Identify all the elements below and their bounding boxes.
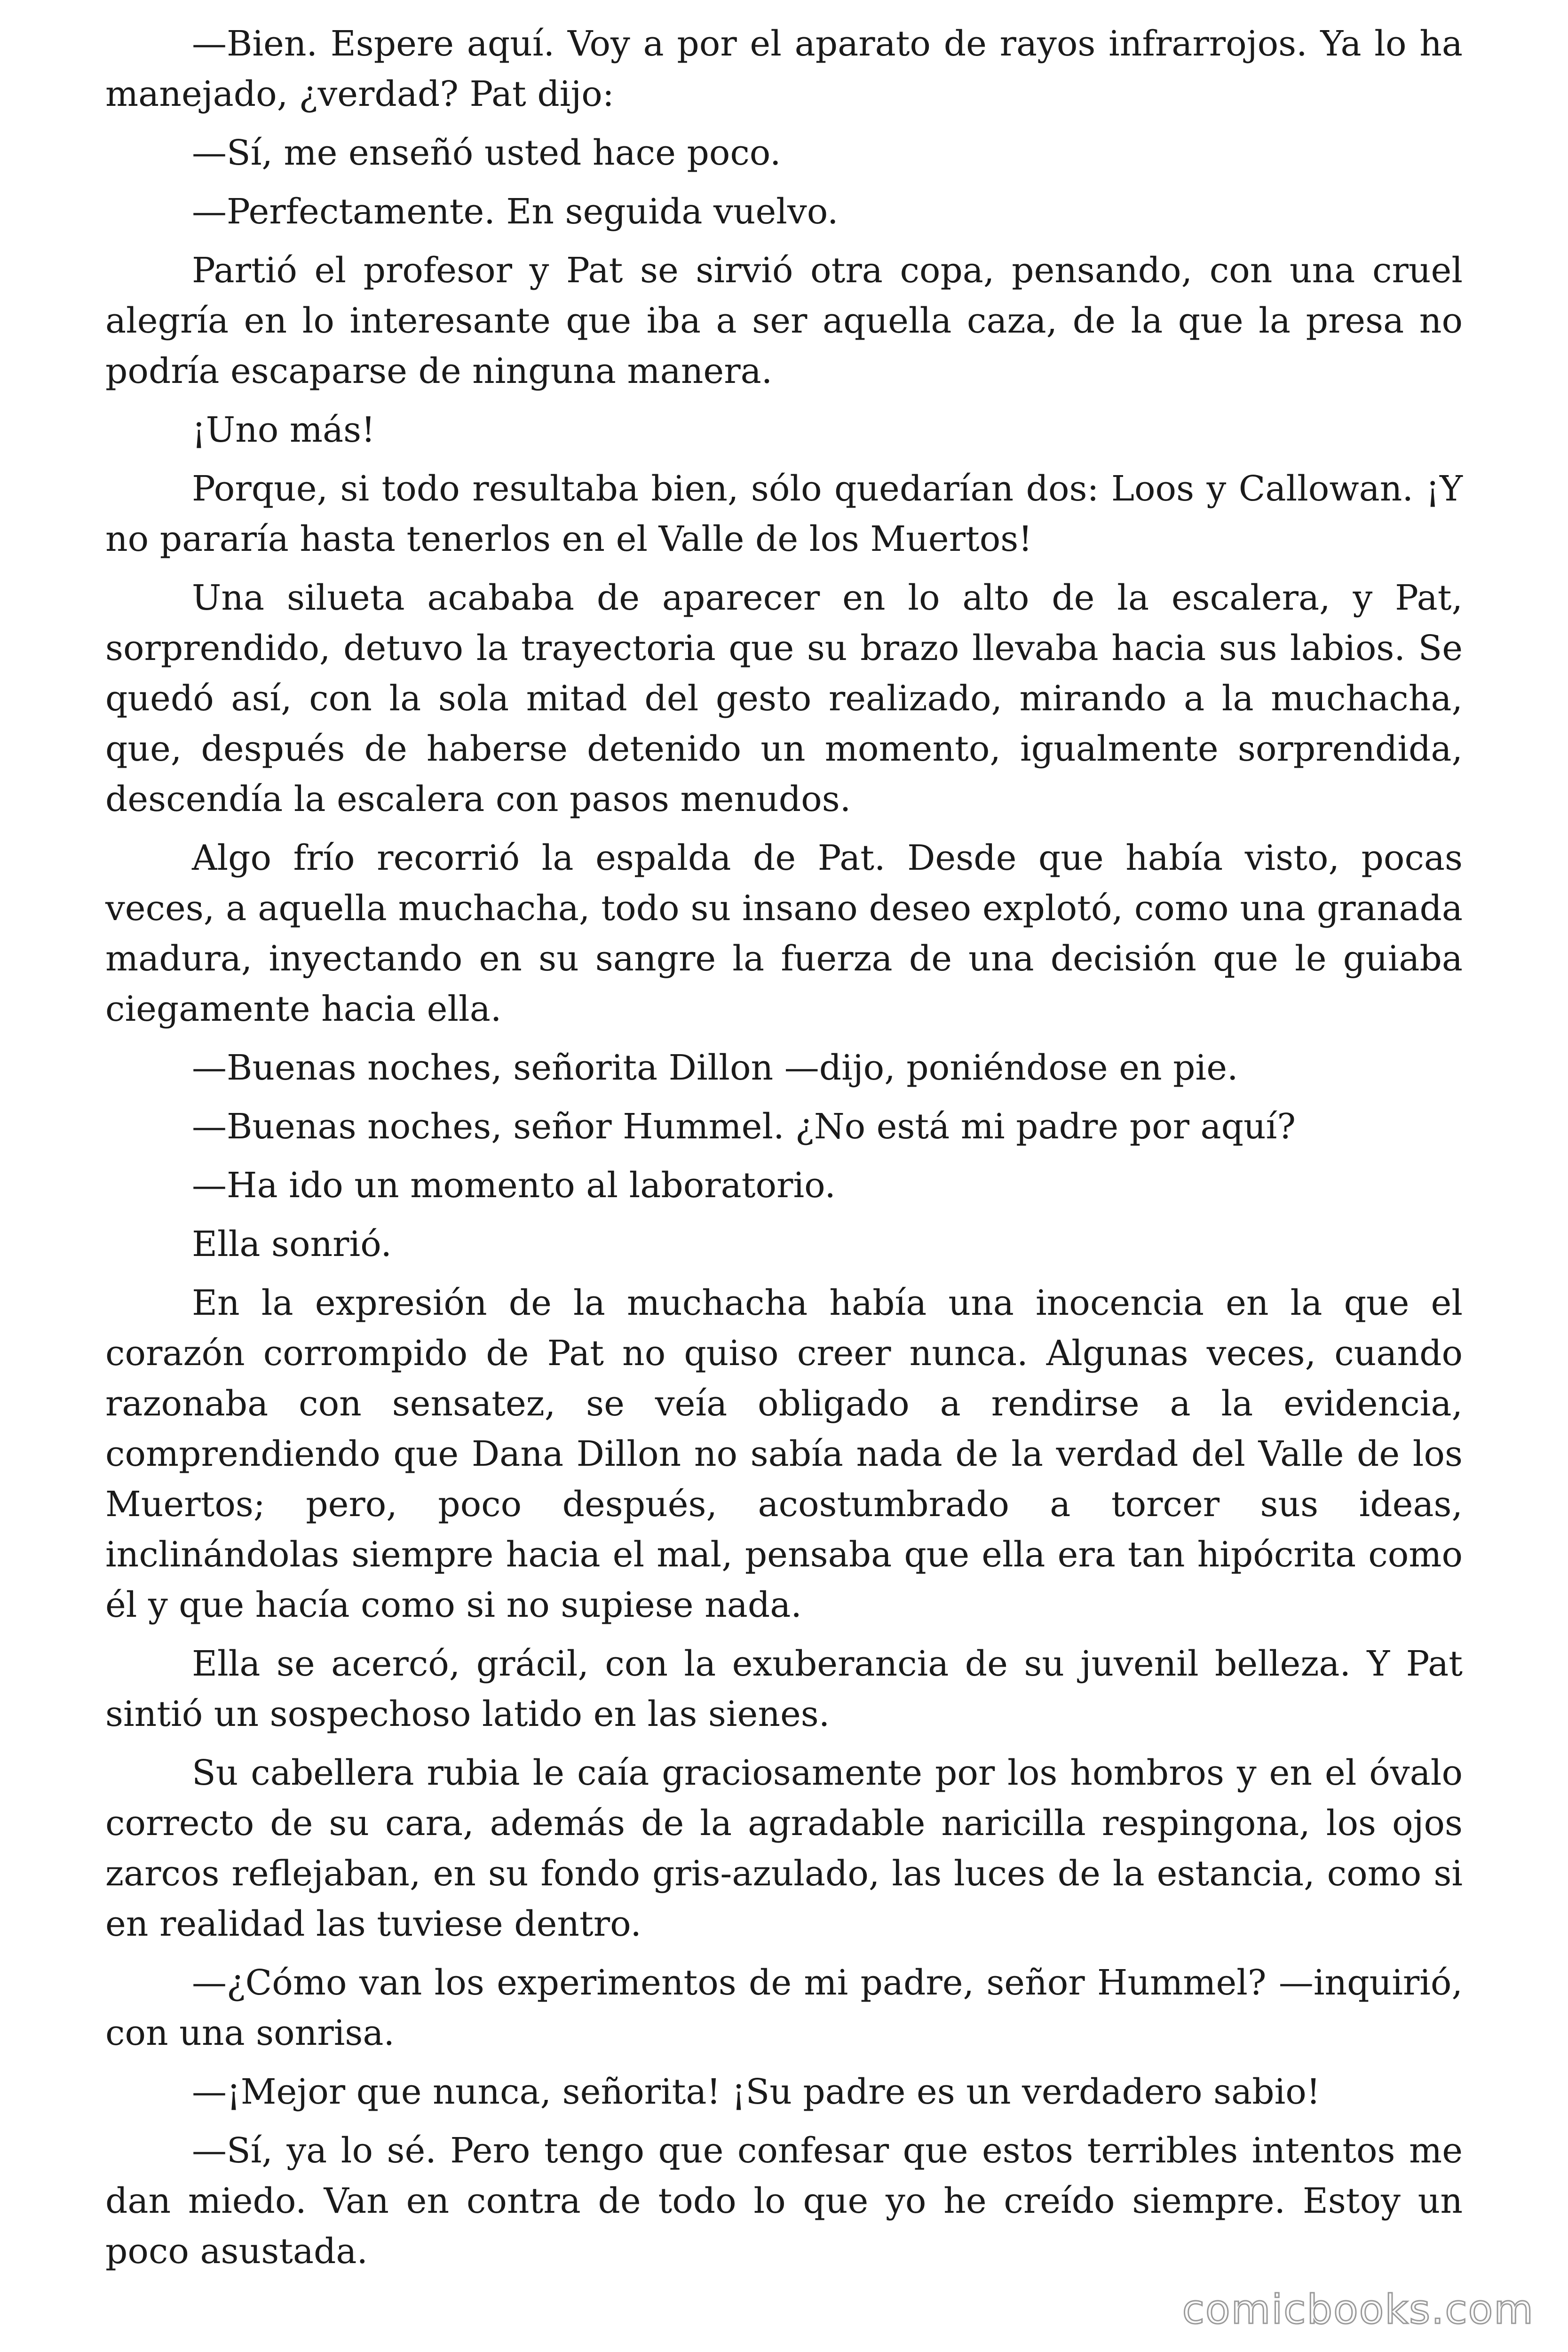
- paragraph: Ella se acercó, grácil, con la exuberancia de su juvenil belleza. Y Pat sintió un sospechoso latido en las sienes.: [105, 1644, 1463, 1734]
- paragraph: Ella sonrió.: [192, 1224, 392, 1264]
- paragraph: —Sí, me enseñó usted hace poco.: [192, 133, 781, 173]
- paragraph: —Perfectamente. En seguida vuelvo.: [192, 191, 839, 232]
- paragraph: —Buenas noches, señor Hummel. ¿No está mi padre por aquí?: [192, 1106, 1296, 1147]
- paragraph: Partió el profesor y Pat se sirvió otra copa, pensando, con una cruel alegría en lo interesante que iba a ser aquella caza, de la que la presa no podría escaparse de ninguna manera.: [105, 250, 1463, 391]
- paragraph: ¡Uno más!: [192, 410, 375, 450]
- paragraph: Su cabellera rubia le caía graciosamente por los hombros y en el óvalo correcto de su cara, además de la agradable naricilla respingona, los ojos zarcos reflejaban, en su fondo gris-azulado, las luces de la estancia, como si en realidad las tuviese dentro.: [105, 1753, 1463, 1944]
- paragraph: —Buenas noches, señorita Dillon —dijo, poniéndose en pie.: [192, 1048, 1238, 1088]
- watermark: comicbooks.com: [1182, 2286, 1534, 2333]
- paragraph: En la expresión de la muchacha había una inocencia en la que el corazón corrompido de Pat no quiso creer nunca. Algunas veces, cuando razonaba con sensatez, se veía obligado a rendirse a la evidencia, comprendiendo que Dana Dillon no sabía nada de la verdad del Valle de los Muertos; pero, poco después, acostumbrado a torcer sus ideas, inclinándolas siempre hacia el mal, pensaba que ella era tan hipócrita como él y que hacía como si no supiese nada.: [105, 1283, 1463, 1625]
- page-text: [105, 19, 1463, 2285]
- paragraph: —¡Mejor que nunca, señorita! ¡Su padre es un verdadero sabio!: [192, 2072, 1321, 2112]
- paragraph: Una silueta acababa de aparecer en lo alto de la escalera, y Pat, sorprendido, detuvo la trayectoria que su brazo llevaba hacia sus labios. Se quedó así, con la sola mitad del gesto realizado, mirando a la muchacha, que, después de haberse detenido un momento, igualmente sorprendida, descendía la escalera con pasos menudos.: [105, 578, 1463, 819]
- paragraph: Porque, si todo resultaba bien, sólo quedarían dos: Loos y Callowan. ¡Y no pararía hasta tenerlos en el Valle de los Muertos!: [105, 469, 1463, 559]
- paragraph: Algo frío recorrió la espalda de Pat. Desde que había visto, pocas veces, a aquella muchacha, todo su insano deseo explotó, como una granada madura, inyectando en su sangre la fuerza de una decisión que le guiaba ciegamente hacia ella.: [105, 838, 1463, 1029]
- paragraph: —Ha ido un momento al laboratorio.: [192, 1165, 836, 1206]
- paragraph: —Sí, ya lo sé. Pero tengo que confesar que estos terribles intentos me dan miedo. Van en contra de todo lo que yo he creído siempre. Estoy un poco asustada.: [105, 2130, 1463, 2272]
- paragraph: —Bien. Espere aquí. Voy a por el aparato de rayos infrarrojos. Ya lo ha manejado, ¿verdad? Pat dijo:: [105, 24, 1463, 114]
- paragraph: —¿Cómo van los experimentos de mi padre, señor Hummel? —inquirió, con una sonrisa.: [105, 1963, 1463, 2053]
